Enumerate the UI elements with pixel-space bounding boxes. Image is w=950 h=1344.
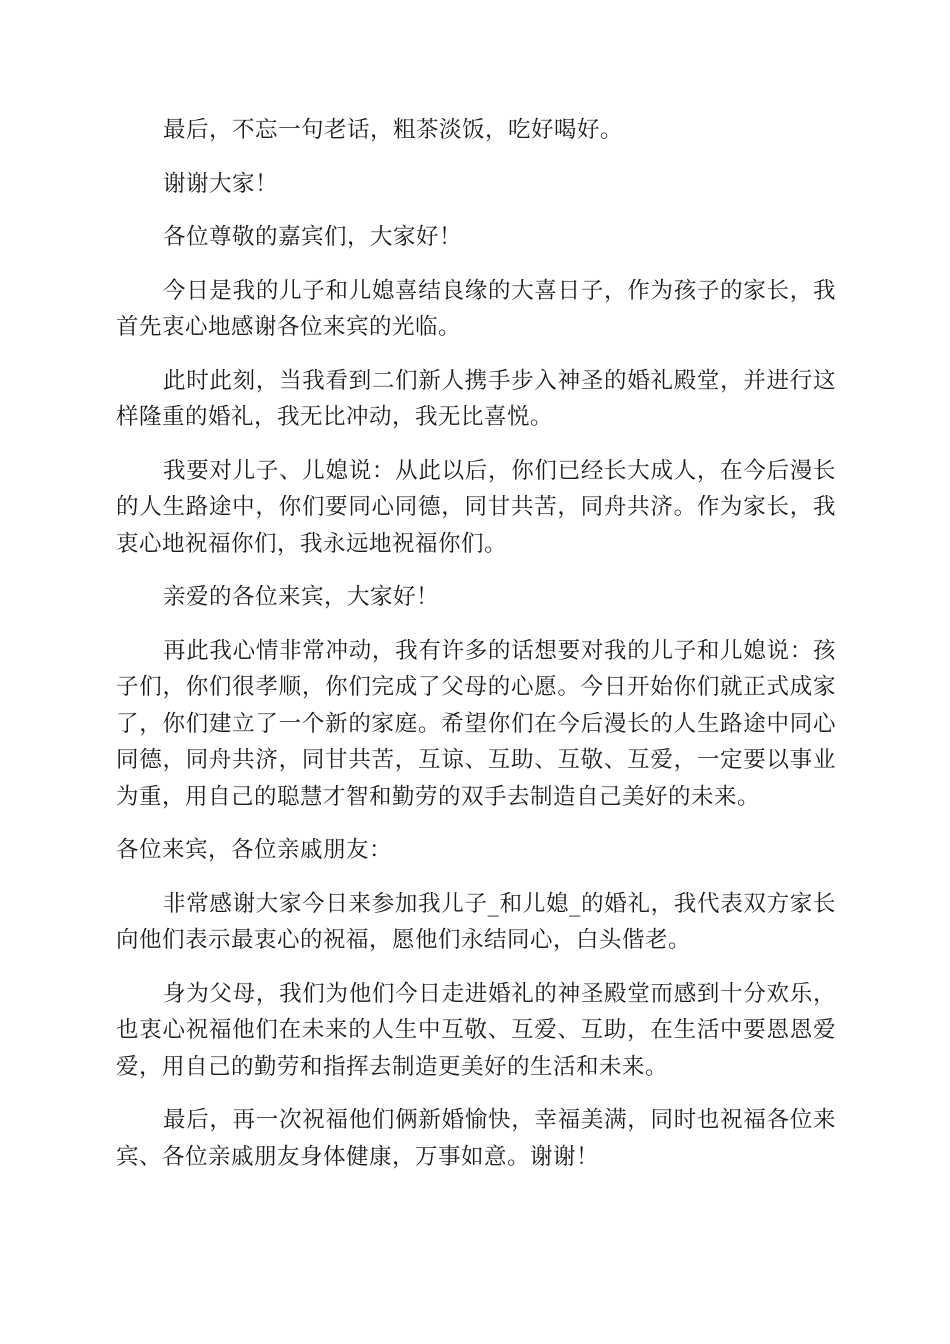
document-body	[116, 112, 836, 1192]
paragraph-dear-guests: 亲爱的各位来宾，大家好！	[163, 584, 440, 610]
paragraph-thanks: 谢谢大家！	[163, 170, 279, 197]
paragraph-to-son-and-daughter-in-law: 我要对儿子、儿媳说：从此以后，你们已经长大成人，在今后漫长的人生路途中，你们要同心同德，同甘共苦，同舟共济。作为家长，我衷心地祝福你们，我永远地祝福你们。	[116, 457, 836, 557]
paragraph-greeting-guests: 各位尊敬的嘉宾们，大家好！	[163, 224, 463, 250]
paragraph-this-moment: 此时此刻，当我看到二们新人携手步入神圣的婚礼殿堂，并进行这样隆重的婚礼，我无比冲动，我无比喜悦。	[116, 367, 836, 430]
paragraph-gratitude: 非常感谢大家今日来参加我儿子_和儿媳_的婚礼，我代表双方家长向他们表示最衷心的祝福，愿他们永结同心，白头偕老。	[116, 890, 836, 953]
paragraph-wedding-day: 今日是我的儿子和儿媳喜结良缘的大喜日子，作为孩子的家长，我首先衷心地感谢各位来宾的光临。	[116, 277, 836, 340]
paragraph-final-blessing: 最后，再一次祝福他们俩新婚愉快，幸福美满，同时也祝福各位来宾、各位亲戚朋友身体健康，万事如意。谢谢！	[116, 1107, 836, 1170]
paragraph-salutation-relatives: 各位来宾，各位亲戚朋友：	[116, 837, 393, 863]
paragraph-heartfelt-words: 再此我心情非常冲动，我有许多的话想要对我的儿子和儿媳说：孩子们，你们很孝顺，你们完成了父母的心愿。今日开始你们就正式成家了，你们建立了一个新的家庭。希望你们在今后漫长的人生路途中同心同德，同舟共济，同甘共苦，互谅、互助、互敬、互爱，一定要以事业为重，用自己的聪慧才智和勤劳的双手去制造自己美好的未来。	[116, 637, 836, 810]
paragraph-as-parents: 身为父母，我们为他们今日走进婚礼的神圣殿堂而感到十分欢乐，也衷心祝福他们在未来的人生中互敬、互爱、互助，在生活中要恩恩爱爱，用自己的勤劳和指挥去制造更美好的生活和未来。	[116, 980, 836, 1080]
paragraph-closing-remark: 最后，不忘一句老话，粗茶淡饭，吃好喝好。	[163, 117, 624, 143]
